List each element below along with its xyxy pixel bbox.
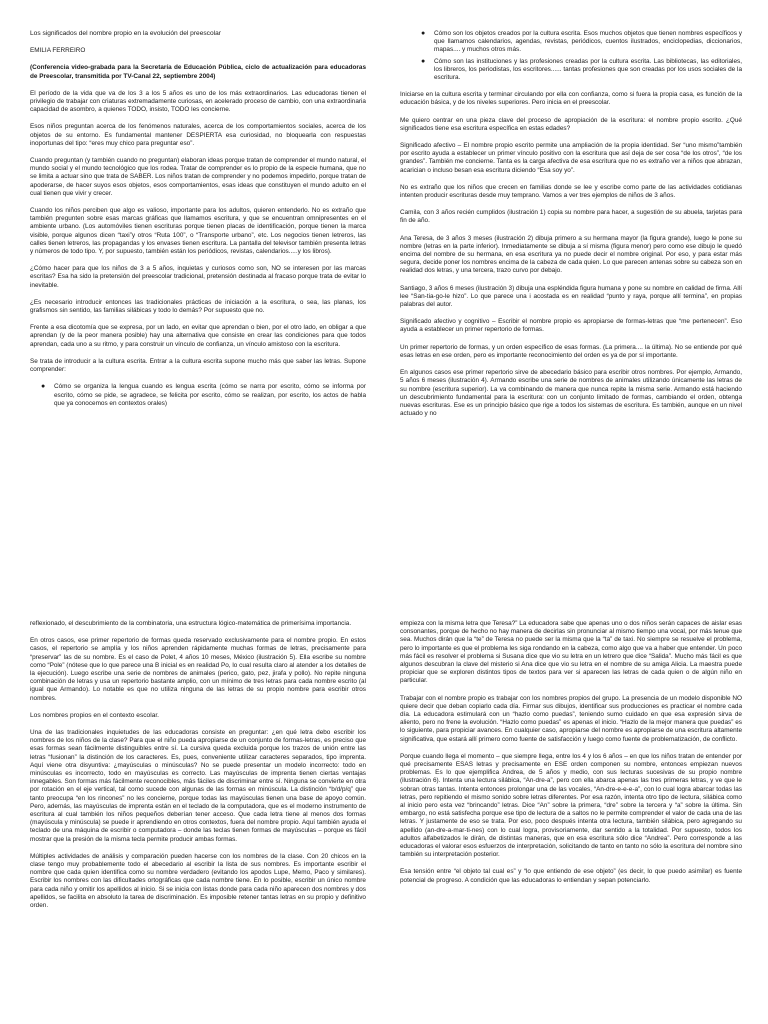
- paragraph: Significado afectivo – El nombre propio escrito permite una ampliación de la propia identidad. Ser “uno mismo”también por escrito ayuda a establecer un primer vínculo positivo con la escritura que así deja de ser cosa “de los otros”, “de los grandes”. También me concierne. Tanta es la carga afectiva de esa escritura que no es extraño ver a niños que abrazan, acarician o incluso besan esa escritura diciendo “Esa soy yo”.: [400, 142, 742, 174]
- paragraph: Se trata de introducir a la cultura escrita. Entrar a la cultura escrita supone mucho más que saber las letras. Supone comprender:: [30, 357, 366, 374]
- paragraph: No es extraño que los niños que crecen en familias donde se lee y escribe como parte de las actividades cotidianas intenten producir escrituras desde muy temprano. Vamos a ver tres ejemplos de niños de 3 años.: [400, 183, 742, 200]
- paragraph: Esa tensión entre “el objeto tal cual es” y “lo que entiendo de ese objeto” (es decir, lo que puedo asimilar) es fuente potencial de progreso. A condición que las educadoras lo entiendan y sepan potenciarlo.: [400, 868, 742, 884]
- list-item-text: Cómo son las instituciones y las profesiones creadas por la cultura escrita. Las bibliotecas, las editoriales, los libreros, los periodistas, los escritores...... tantas profesiones que son creadas por los usos sociales de la escritura.: [434, 57, 742, 82]
- paragraph: En algunos casos ese primer repertorio sirve de abecedario básico para escribir otros nombres. Por ejemplo, Armando, 5 años 6 meses (ilustración 4). Armando escribe una serie de nombres de animales utilizando únicamente las letras de su nombre (escritura superior). La va combinando de manera que nunca repite la misma serie. Armando está haciendo un descubrimiento fundamental para la escritura: con un conjunto limitado de formas, cambiando el orden, obtenga nuevas escrituras. Ese es un principio básico que rige a todos los sistemas de escritura. Es también, aunque en un nivel actuado y no: [400, 369, 742, 418]
- paragraph: Me quiero centrar en una pieza clave del proceso de apropiación de la escritura: el nombre propio escrito. ¿Qué significados tiene esa escritura específica en estas edades?: [400, 116, 742, 132]
- paragraph: Ana Teresa, de 3 años 3 meses (ilustración 2) dibuja primero a su hermana mayor (la figura grande), luego le pone su nombre (letras en la parte inferior). Inmediatamente se dibuja a sí misma (figura menor) pero como ese dibujo le quedó encima del nombre de su hermana, en esa escritura ya no puede decir el nombre original. Por eso, y para estar más segura, decide poner los nombres encima de la cabeza de cada quien. Lo que parecen antenas sobre su cabeza son en realidad dos letras, y una tercera, trazo curvo por debajo.: [400, 234, 742, 275]
- paragraph: Iniciarse en la cultura escrita y terminar circulando por ella con confianza, como si fuera la propia casa, es función de la educación básica, y de los niveles superiores. Pero inicia en el preescolar.: [400, 91, 742, 107]
- paragraph: Camila, con 3 años recién cumplidos (ilustración 1) copia su nombre para hacer, a sugestión de su abuela, tarjetas para fin de año.: [400, 209, 742, 225]
- paragraph: El período de la vida que va de los 3 a los 5 años es uno de los más extraordinarios. Las educadoras tienen el privilegio de trabajar con criaturas extremadamente curiosas, en acelerado proceso de cambio, con una extraordinaria capacidad de asombro, a quienes TODO, insisto, TODO les concierne.: [30, 89, 366, 114]
- paragraph: En otros casos, ese primer repertorio de formas queda reservado exclusivamente para el nombre propio. En estos casos, el repertorio se amplía y los niños aprenden rápidamente muchas formas de letras, precisamente para “preservar” las de su nombre. Es el caso de Polet, 4 años 10 meses, México (ilustración 5). Ella escribe su nombre como “Pole” (nótese que lo que parece una B inicial es en realidad Po, lo cual resulta claro al atender a los detalles de la ejecución). Luego escribe una serie de nombres de animales (perico, gato, pez, jirafa y pollo). No repite ninguna combinación de letras y usa un repertorio bastante amplio, con un mínimo de tres letras para cada nombre escrito (al igual que Armando). Lo notable es que no utiliza ninguna de las letras de su propio nombre para escribir otros nombres.: [30, 637, 366, 702]
- paragraph: Esos niños preguntan acerca de los fenómenos naturales, acerca de los comportamientos sociales, acerca de los objetos de su entorno. Es fundamental mantener DESPIERTA esa curiosidad, no bloquearla con respuestas inoportunas del tipo: “eres muy chico para preguntar eso”.: [30, 123, 366, 147]
- paragraph: Trabajar con el nombre propio es trabajar con los nombres propios del grupo. La presencia de un modelo disponible NO quiere decir que deban copiarlo cada día. Firmar sus dibujos, identificar sus producciones es practicar el nombre cada día. La educadora estimulará con un “hazlo como puedas”, teniendo sumo cuidado en que esa expresión sirva de aliento, pero no frene la evolución. “Hazlo como puedas” es apenas el inicio. “Hazlo de la mejor manera que puedas” es lo siguiente, para propiciar avances. En cualquier caso, apropiarse del nombre es apropiarse de una escritura altamente significativa, que estará allí primero como fuente de satisfacción y luego como fuente de problematización, de conflicto.: [400, 694, 742, 743]
- paragraph: Cuando preguntan (y también cuando no preguntan) elaboran ideas porque tratan de comprender el mundo natural, el mundo social y el mundo tecnológico que los rodea. Tratar de comprender es lo propio de la especie humana, que no se limita a actuar sino que trata de SABER. Los niños tratan de comprender y no podemos impedirlo, porque tratan de apoderarse, de hacer suyos esos objetos, esos comportamientos, esas ideas que constituyen el mundo adulto en el cual tienen que vivir y crecer.: [30, 157, 366, 197]
- section-heading: Los nombres propios en el contexto escolar.: [30, 711, 160, 719]
- source-note: (Conferencia video-grabada para la Secretaría de Educación Pública, ciclo de actualización para educadoras de Preescolar, transmitida por TV-Canal 22, septiembre 2004): [30, 64, 366, 80]
- list-item: [421, 57, 742, 83]
- bullet-icon: ●: [421, 30, 426, 37]
- paragraph: Porque cuando llega el momento – que siempre llega, entre los 4 y los 6 años – en que los niños tratan de entender por qué precisamente ESAS letras y precisamente en ESE orden componen su nombre, entonces empiezan nuevos problemas. Es lo que ejemplifica Andrea, de 5 años y medio, con sus lecturas sucesivas de su propio nombre (ilustración 6). Intenta una lectura silábica, “An-dre-a”, pero con ella abarca apenas las tres primeras letras, y ve que le sobran otras tantas. Intenta entonces prolongar una de las vocales, “An-dre-e-e-e-a”, con lo cual logra abarcar todas las letras, pero repitiendo el mismo sonido sobre letras diferentes. Por esa razón, intenta otro tipo de lectura, silábica como al inicio pero esta vez “brincando” letras. Dice “An” sobre la primera, “dre” sobre la tercera y “a” sobre la última. Sin embargo, no está satisfecha porque ese tipo de lectura de a saltos no le permite comprender el valor de cada una de las letras. Y justamente de eso se trata. Por eso, poco después intenta otra lectura, también silábica, pero agregando su apellido (an-dre-a-mar-ti-nes) con lo cual logra, provisoriamente, dar sentido a la totalidad. Por supuesto, todos los adultos alfabetizados le dirán, de distintas maneras, que en esa escritura sólo dice “Andrea”. Pero corresponde a las educadoras el valorar esos esfuerzos de interpretación, solicitando de tanto en tanto no sólo la escritura del nombre sino también su interpretación posterior.: [400, 752, 742, 859]
- top-left-page: [30, 30, 366, 582]
- paragraph: Una de las tradicionales inquietudes de las educadoras consiste en preguntar: ¿en qué letra debo escribir los nombres de los niños de la clase? Para que el niño pueda apropiarse de un conjunto de formas-letras, es preciso que esas formas sean fácilmente distinguibles entre sí. La cursiva queda excluida porque los trazos de unión entre las letras “fusionan” la distinción de los caracteres. Es, pues, conveniente utilizar caracteres separados, tipo imprenta. Aquí viene otra disyuntiva: ¿mayúsculas o minúsculas? No se puede presentar un modelo incorrecto: todo en minúsculas es incorrecto, todo en mayúsculas es correcto. Las mayúsculas de imprenta tienen ciertas ventajas innegables. Son formas más fácilmente reconocibles, más fáciles de discriminar entre sí. Ninguna se convierte en otra por rotación en el eje vertical, tal como sucede con algunas de las formas en minúscula. La distinción “b/d/p/q” que tanto preocupa “en los rincones” no les concierne, porque todas las mayúsculas tienen una base de apoyo común. Pero, además, las mayúsculas de imprenta están en el teclado de la computadora, que es el moderno instrumento de escritura al cual también los niños pequeños deberían tener acceso. Que cada letra tiene al menos dos formas (mayúscula y minúscula) se puede ir aprendiendo en otros contextos, fuera del nombre propio. Aquí también ayuda el teclado de una máquina de escribir o computadora – donde las teclas tienen formas de mayúsculas – porque es fácil mostrar que la presión de la misma tecla permite producir ambas formas.: [30, 729, 366, 843]
- bottom-right-page: [400, 620, 742, 1024]
- document-title: Los significados del nombre propio en la evolución del preescolar: [30, 30, 221, 37]
- top-right-page: [400, 30, 742, 582]
- paragraph: Un primer repertorio de formas, y un orden específico de esas formas. (La primera.... la última). No se entiende por qué esas letras en ese orden, pero es importante reconocimiento del orden es ya de por sí importante.: [400, 343, 742, 359]
- paragraph: empieza con la misma letra que Teresa?” La educadora sabe que apenas uno o dos niños serán capaces de aislar esas consonantes, porque de hecho no hay manera de decirlas sin pronunciar al mismo tiempo una vocal, por más tenue que sea. Muchos dirán que la “te” de Teresa no puede ser la misma que la “ta” de taxi. No siempre se resuelve el problema, pero lo importante es que el problema les siga rondando en la cabeza, como algo que va a haber que entender. Un poco más fácil es resolver el problema si Susana dice que vio su letra en un letrero que dice “Salida”. Mucho más fácil es que algunos descubran la clave del misterio si Ana dice que vio su letra en el nombre de su amiga Alicia. La maestra puede propiciar que se exploren distintos tipos de textos para ver si aparecen las letras de cada quien o de algún niño en particular.: [400, 620, 742, 685]
- paragraph: ¿Es necesario introducir entonces las tradicionales prácticas de iniciación a la escritura, o sea, las planas, los grafismos sin sentido, las familias silábicas y todo lo demás? Por supuesto que no.: [30, 298, 366, 315]
- paragraph: Múltiples actividades de análisis y comparación pueden hacerse con los nombres de la clase. Con 20 chicos en la clase tengo muy probablemente todo el abecedario al escribir la lista de sus nombres. Es importante escribir el nombre que cada quien identifica como su nombre verdadero (evitando los apodos Lupe, Memo, Paco y similares). Escribir los nombres con las dificultades ortográficas que cada nombre tiene. En lo posible, escribir un único nombre para cada niño y omitir los apellidos al inicio. Si se inicia con listas donde para cada niño aparecen dos nombres y dos apellidos, se facilita en absoluto la tarea de discriminación. Es imposible retener tantas letras en su propio y definitivo orden.: [30, 852, 366, 910]
- author-name: EMILIA FERREIRO: [30, 47, 86, 55]
- paragraph: Cuando los niños perciben que algo es valioso, importante para los adultos, quieren entenderlo. No es extraño que también pregunten sobre esas marcas gráficas que llamamos escritura, y que se encuentran omnipresentes en el ambiente urbano. (Los automóviles tienen escrituras porque tienen placas de identificación, porque tienen la marca visible, porque algunos dicen “taxi”y otros “Ruta 100”, o “Transporte urbano”, etc. Los negocios tienen letreros, las calles tienen letreros, las propagandas y los envases tienen escritura. La pantalla del televisor también presenta letras y números de todo tipo. Y, por supuesto, también están los periódicos, revistas, calendarios.....y los libros).: [30, 207, 366, 256]
- bullet-list: [400, 30, 742, 82]
- bullet-icon: ●: [41, 383, 46, 391]
- paragraph: reflexionado, el descubrimiento de la combinatoria, una estructura lógico-matemática de primerísima importancia.: [30, 620, 352, 627]
- bullet-icon: ●: [421, 57, 426, 65]
- bottom-left-page: [30, 620, 366, 1024]
- list-item: [421, 30, 742, 55]
- paragraph: ¿Cómo hacer para que los niños de 3 a 5 años, inquietas y curiosos como son, NO se interesen por las marcas escritas? Esa ha sido la pretensión del preescolar tradicional, pretensión destinada al fracaso porque trata de evitar lo inevitable.: [30, 265, 366, 289]
- paragraph: Santiago, 3 años 6 meses (ilustración 3) dibuja una espléndida figura humana y pone su nombre en calidad de firma. Allí lee “San-tia-go-le hizo”. Lo que parece una i acostada es en realidad “punto y raya, porque allí termina”, en propias palabras del autor.: [400, 284, 742, 309]
- bullet-list: [30, 383, 366, 408]
- list-item: [41, 383, 366, 408]
- list-item-text: Cómo son los objetos creados por la cultura escrita. Esos muchos objetos que tienen nombres específicos y que llamamos calendarios, agendas, revistas, periódicos, cuentos ilustrados, enciclopedias, diccionarios, mapas.... y muchos otros más.: [434, 30, 742, 54]
- paragraph: Frente a esa dicotomía que se expresa, por un lado, en evitar que aprendan o bien, por el otro lado, en obligar a que aprendan (y de la peor manera posible) hay una alternativa que consiste en crear las condiciones para que todos aprendan, cada uno a su ritmo, y para construir un vínculo de confianza, un vínculo amistoso con la escritura.: [30, 324, 366, 348]
- paragraph: Significado afectivo y cognitivo – Escribir el nombre propio es apropiarse de formas-letras que “me pertenecen”. Eso ayuda a establecer un primer repertorio de formas.: [400, 318, 742, 334]
- list-item-text: Cómo se organiza la lengua cuando es lengua escrita (cómo se narra por escrito, cómo se informa por escrito, cómo se pide, se agradece, se felicita por escrito, cómo se realizan, por escrito, los actos de habla que ya conocemos en contextos orales): [54, 383, 366, 407]
